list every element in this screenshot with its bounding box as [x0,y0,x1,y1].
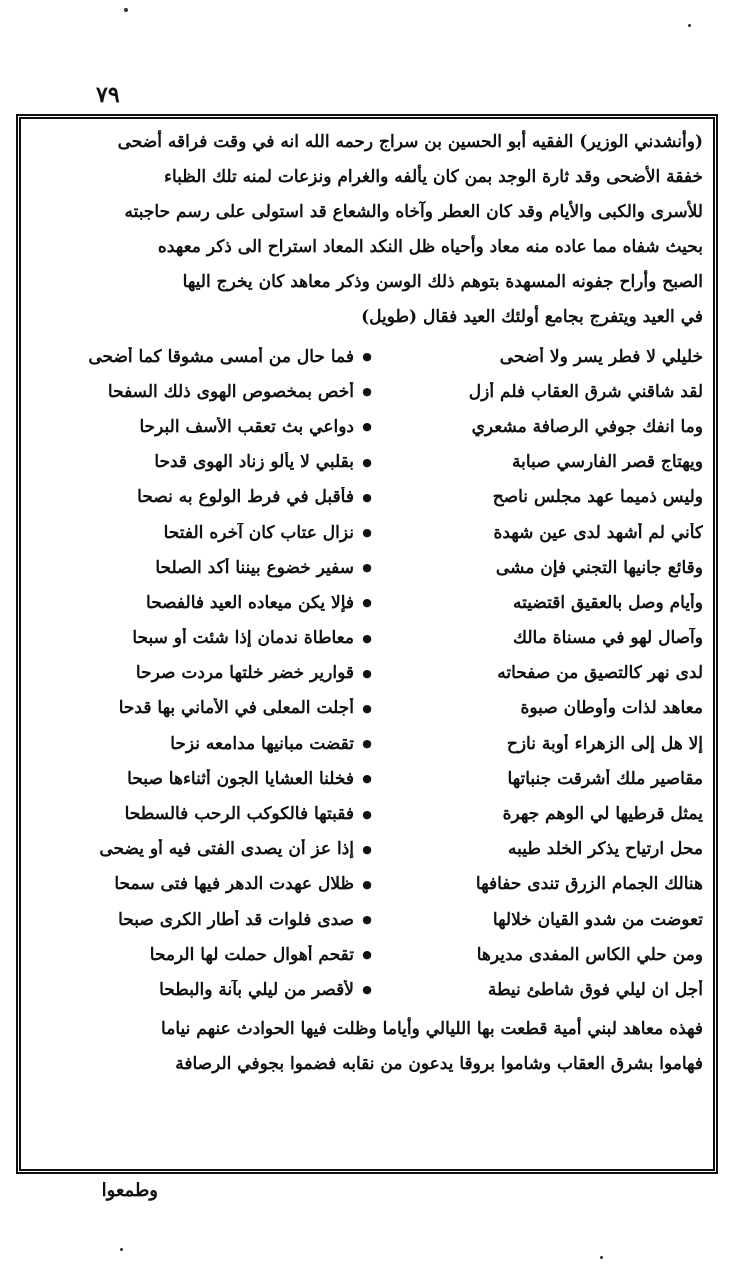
poem [31,339,703,1008]
hemistich-first: وأيام وصل بالعقيق اقتضيته [513,592,703,613]
hemistich-second: قوارير خضر خلتها مردت صرحا [135,663,354,684]
ink-speck-icon [124,8,128,12]
verse-line [31,585,703,620]
hemistich-second: فقبتها فالكوكب الرحب فالسطحا [124,804,354,825]
prose-line: للأسرى والكبى والأيام وقد كان العطر وآخاه والشعاع قد استولى على رسم حاجبته [124,202,703,222]
verse-separator-icon: ● [362,385,372,399]
verse-line [31,832,703,867]
verse-line [31,339,703,374]
verse-line [31,550,703,585]
verse-line [31,621,703,656]
verse-separator-icon: ● [362,631,372,645]
verse-separator-icon: ● [362,807,372,821]
verse-separator-icon: ● [362,666,372,680]
verse-separator-icon: ● [362,877,372,891]
verse-line [31,374,703,409]
verse-line [31,796,703,831]
hemistich-first: أجل ان ليلي فوق شاطئ نيطة [487,979,703,1000]
hemistich-second: معاطاة ندمان إذا شئت أو سبحا [132,628,354,649]
verse-separator-icon: ● [362,772,372,786]
hemistich-second: فأقبل في فرط الولوع به نصحا [137,487,354,508]
verse-separator-icon: ● [362,350,372,364]
hemistich-second: أخص بمخصوص الهوى ذلك السفحا [107,381,354,402]
verse-line [31,867,703,902]
hemistich-second: نزال عتاب كان آخره الفتحا [163,522,354,543]
hemistich-first: لقد شاقني شرق العقاب فلم أزل [468,381,703,402]
page-number: ٧٩ [96,82,120,108]
verse-separator-icon: ● [362,596,372,610]
verse-separator-icon: ● [362,842,372,856]
verse-line [31,972,703,1007]
text-frame [16,114,718,1174]
hemistich-first: ويهتاج قصر الفارسي صبابة [512,452,703,473]
hemistich-first: لدى نهر كالتصيق من صفحاته [497,663,703,684]
hemistich-second: دواعي بث تعقب الأسف البرحا [139,416,354,437]
verse-line [31,937,703,972]
hemistich-second: سفير خضوع بيننا أكد الصلحا [155,557,354,578]
verse-line [31,902,703,937]
hemistich-first: وآصال لهو في مسناة مالك [513,628,703,649]
verse-separator-icon: ● [362,490,372,504]
hemistich-first: معاهد لذات وأوطان صبوة [520,698,703,719]
hemistich-second: بقلبي لا يألو زناد الهوى قدحا [154,452,354,473]
verse-line [31,409,703,444]
verse-separator-icon: ● [362,561,372,575]
verse-separator-icon: ● [362,455,372,469]
verse-line [31,691,703,726]
prose-block [31,125,703,335]
verse-separator-icon: ● [362,913,372,927]
hemistich-second: فإلا يكن ميعاده العيد فالفصحا [146,592,354,613]
hemistich-first: تعوضت من شدو القيان خلالها [492,909,703,930]
hemistich-second: صدى فلوات قد أطار الكرى صبحا [118,909,354,930]
prose-line: فهاموا بشرق العقاب وشاموا بروقا يدعون من نقابه فضموا بجوفي الرصافة [175,1053,703,1074]
hemistich-first: هنالك الجمام الزرق تندى حفافها [475,874,703,895]
hemistich-second: تقحم أهوال حملت لها الرمحا [149,944,354,965]
hemistich-second: لأقصر من ليلي بآنة والبطحا [159,979,354,1000]
hemistich-first: يمثل قرطيها لي الوهم جهرة [502,804,703,825]
hemistich-first: وليس ذميما عهد مجلس ناصح [492,487,703,508]
prose-line: فهذه معاهد لبني أمية قطعت بها الليالي وأياما وظلت فيها الحوادث عنهم نياما [161,1018,703,1039]
verse-line [31,445,703,480]
verse-separator-icon: ● [362,948,372,962]
hemistich-first: ومن حلي الكاس المفدى مديرها [476,944,703,965]
hemistich-first: وقائع جانيها التجني فإن مشى [495,557,703,578]
prose-line: (وأنشدني الوزير) الفقيه أبو الحسين بن سراج رحمه الله انه في وقت فراقه أضحى [117,132,703,152]
hemistich-second: ظلال عهدت الدهر فيها فتى سمحا [114,874,354,895]
hemistich-first: وما انفك جوفي الرصافة مشعري [471,416,703,437]
hemistich-first: إلا هل إلى الزهراء أوبة نازح [506,733,703,754]
verse-line [31,515,703,550]
ink-speck-icon [600,1256,603,1259]
verse-separator-icon: ● [362,420,372,434]
verse-line [31,480,703,515]
hemistich-first: مقاصير ملك أشرقت جنباتها [507,768,703,789]
prose-line: الصبح وأراح جفونه المسهدة بتوهم ذلك الوسن وذكر معاهد كان يخرج اليها [182,272,703,292]
prose-line: بحيث شفاه مما عاده منه معاد وأحياه ظل النكد المعاد استراح الى ذكر معهده [157,237,703,257]
verse-line [31,726,703,761]
hemistich-first: خليلي لا فطر يسر ولا أضحى [499,346,703,367]
verse-line [31,761,703,796]
ink-speck-icon [120,1248,123,1251]
verse-line [31,656,703,691]
ink-speck-icon [688,24,691,27]
verse-separator-icon: ● [362,701,372,715]
hemistich-first: كأني لم أشهد لدى عين شهدة [493,522,703,543]
hemistich-second: أجلت المعلى في الأماني بها قدحا [118,698,354,719]
hemistich-second: فما حال من أمسى مشوقا كما أضحى [88,346,354,367]
hemistich-first: محل ارتياح يذكر الخلد طيبه [507,839,703,860]
closing-prose [31,1012,703,1082]
hemistich-second: تقضت مبانيها مدامعه نزحا [170,733,354,754]
hemistich-second: إذا عز أن يصدى الفتى فيه أو يضحى [99,839,354,860]
verse-separator-icon: ● [362,983,372,997]
prose-line: في العيد ويتفرج بجامع أولئك العيد فقال (طويل) [361,307,703,327]
hemistich-second: فخلنا العشايا الجون أثناءها صبحا [127,768,354,789]
prose-line: خفقة الأضحى وقد ثارة الوجد بمن كان يألفه والغرام ونزعات لمنه تلك الظباء [164,167,703,187]
verse-separator-icon: ● [362,526,372,540]
verse-separator-icon: ● [362,737,372,751]
catchword: وطمعوا [101,1180,158,1201]
